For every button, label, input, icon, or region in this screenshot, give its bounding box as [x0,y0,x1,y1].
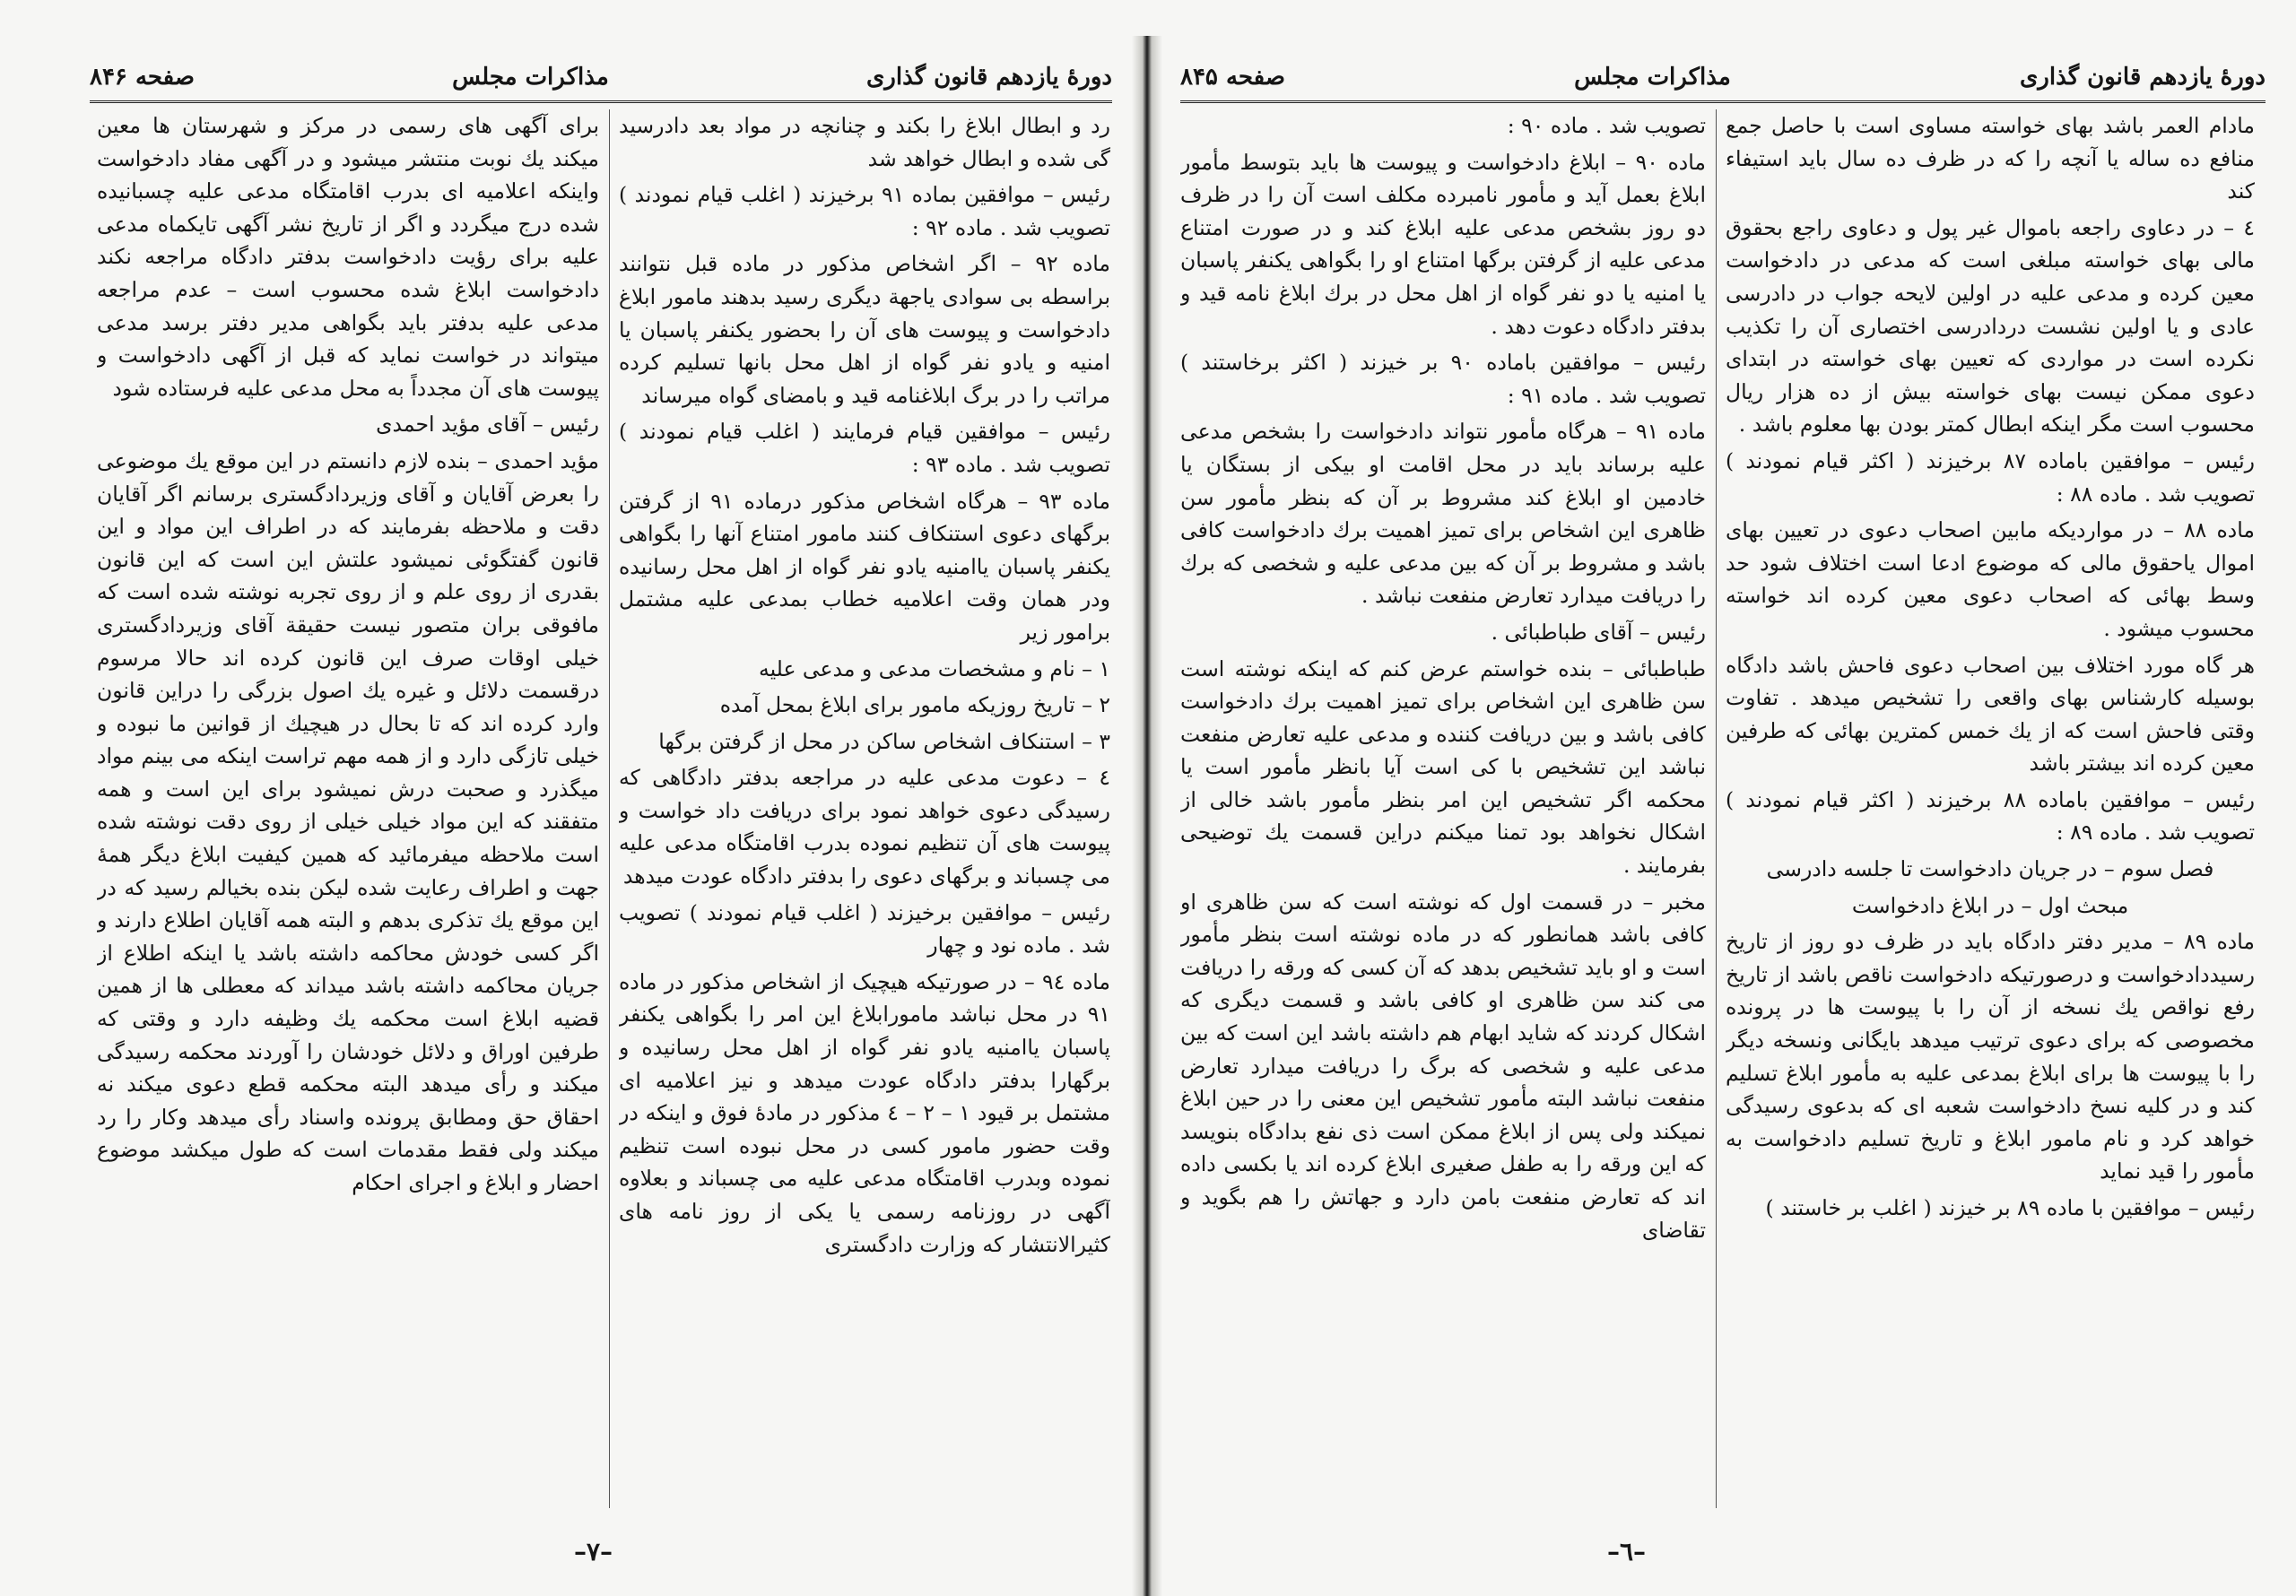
paragraph: رئیس – موافقین قیام فرمایند ( اغلب قیام نمودند ) تصویب شد . ماده ۹۳ : [619,419,1110,477]
left-page-folio: –۷– [574,1537,613,1566]
paragraph: ۳ – استنکاف اشخاص ساکن در محل از گرفتن برگها [658,728,1110,754]
paragraph: هر گاه مورد اختلاف بین اصحاب دعوی فاحش باشد دادگاه بوسیله کارشناس بهای واقعی را تشخیص میدهد . تفاوت وقتی فاحش است که از یك خمس کمترین بهائی که طرفین معین کرده اند بیشتر باشد [1726,652,2255,776]
paragraph: رئیس – موافقین برخیزند ( اغلب قیام نمودند ) تصویب شد . ماده نود و چهار [619,899,1110,958]
paragraph: ٤ – دعوت مدعی علیه در مراجعه بدفتر دادگاهی که رسیدگی دعوی خواهد نمود برای دریافت داد خواست و پیوست های آن تنظیم نموده بدرب اقامتگاه مدعی علیه می چسباند و برگهای دعوی را بدفتر دادگاه عودت میدهد [619,765,1110,889]
paragraph: ماده ۹۱ – هرگاه مأمور نتواند دادخواست را بشخص مدعی علیه برساند باید در محل اقامت او بیکی از بستگان یا خادمین او ابلاغ کند مشروط بر آن که بنظر مأمور سن ظاهری این اشخاص برای تمیز اهمیت برك دادخواست کافی باشد و مشروط بر آن که بین مدعی علیه و شخصی که برك را دریافت میدارد تعارض منفعت نباشد . [1180,419,1706,609]
left-page [0,0,1137,1596]
right-page-header [1180,54,2266,103]
paragraph: ماده ۹۰ – ابلاغ دادخواست و پیوست ها باید بتوسط مأمور ابلاغ بعمل آید و مأمور نامبرده مکلف است آن را در ظرف دو روز بشخص مدعی علیه ابلاغ کند و در صورت امتناع مدعی علیه از گرفتن برگها امتناع او را بگواهی یکنفر پاسبان یا امنیه یا دو نفر گواه از اهل محل در برك ابلاغ نامه قید و بدفتر دادگاه دعوت دهد . [1180,149,1706,339]
paragraph: ماده ۹۲ – اگر اشخاص مذکور در ماده قبل نتوانند براسطه بی سوادی یاجهة دیگری رسید بدهند مامور ابلاغ دادخواست و پیوست های آن را بحضور یکنفر پاسبان یا امنیه و یادو نفر گواه از اهل محل بانها تسلیم کرده مراتب را در برگ ابلاغنامه قید و بامضای گواه میرساند [619,251,1110,408]
paragraph: رئیس – موافقین باماده ۹۰ بر خیزند ( اکثر برخاستند ) تصویب شد . ماده ۹۱ : [1180,350,1706,408]
paragraph: رد و ابطال ابلاغ را بکند و چنانچه در مواد بعد دادرسید گی شده و ابطال خواهد شد [619,113,1110,171]
right-page-number: صفحه ۸۴۵ [1180,64,1285,91]
right-page-left-column [1180,109,1706,1508]
paragraph: ماده ۹٤ – در صورتیکه هیچیک از اشخاص مذکور در ماده ۹۱ در محل نباشد مامورابلاغ این امر را بگواهی یکنفر پاسبان یاامنیه یادو نفر گواه از اهل محل رسانیده و برگهارا بدفتر دادگاه عودت میدهد و نیز اعلامیه ای مشتمل بر قیود ۱ – ۲ – ٤ مذکور در مادۀ فوق و اینکه در وقت حضور مامور کسی در محل نبوده است تنظیم نموده وبدرب اقامتگاه مدعی علیه می چسباند و بعلاوه آگهی در روزنامه رسمی یا یکی از روز نامه های کثیرالانتشار که وزارت دادگستری [619,968,1110,1257]
paragraph: مادام العمر باشد بهای خواسته مساوی است با حاصل جمع منافع ده ساله یا آنچه را که در ظرف ده سال باید استیفاء کند [1726,113,2255,204]
paragraph: رئیس – موافقین بماده ۹۱ برخیزند ( اغلب قیام نمودند ) تصویب شد . ماده ۹۲ : [619,182,1110,240]
paragraph: رئیس – آقای طباطبائی . [1491,619,1706,645]
paragraph: مخبر – در قسمت اول که نوشته است که سن ظاهری او کافی باشد همانطور که در ماده نوشته است بنظر مأمور است و او باید تشخیص بدهد که آن کسی که ورقه را دریافت می کند سن ظاهری او کافی باشد و قسمت دیگری که اشکال کردند که شاید ابهام هم داشته باشد این است که بین مدعی علیه و شخصی که برگ را دریافت میدارد تعارض منفعت نباشد البته مأمور تشخیص این معنی را در حین ابلاغ نمیکند ولی پس از ابلاغ ممکن است ذی نفع بدادگاه بنویسد که این ورقه را به طفل صغیری ابلاغ کرده اند یا بکسی داده اند که تعارض منفعت بامن دارد و جهاتش را هم بگوید و تقاضای [1180,889,1706,1243]
paragraph: ٤ – در دعاوی راجعه باموال غیر پول و دعاوی راجع بحقوق مالی بهای خواسته مبلغی است که مدعی در دادخواست معین کرده و مدعی علیه در اولین لایحه جواب در دادرسی عادی و یا اولین نشست دردادرسی اختصاری آن را تکذیب نکرده است در مواردی که تعیین بهای خواسته در ابتدای دعوی ممکن نیست بهای خواسته بیش از ده هزار ریال محسوب است مگر اینکه ابطال کمتر بودن بها معلوم باشد . [1726,214,2255,438]
paragraph: ماده ۹۳ – هرگاه اشخاص مذکور درماده ۹۱ از گرفتن برگهای دعوی استنکاف کنند مامور امتناع آنها را بگواهی یکنفر پاسبان یاامنیه یادو نفر گواه از اهل محل رسانیده ودر همان وقت اعلامیه خطاب بمدعی علیه مشتمل برامور زیر [619,488,1110,645]
left-page-header [90,54,1112,103]
paragraph: رئیس – موافقین باماده ۸۸ برخیزند ( اکثر قیام نمودند ) تصویب شد . ماده ۸۹ : [1726,786,2255,846]
paragraph: ۱ – نام و مشخصات مدعی و مدعی علیه [758,655,1110,681]
right-page-center-title: مذاکرات مجلس [1574,64,1731,91]
paragraph: رئیس – آقای مؤید احمدی [376,412,599,438]
column-divider [609,109,610,1508]
right-page-title: دورهٔ یازدهم قانون گذاری [2019,64,2266,91]
left-page-right-column [619,109,1110,1508]
paragraph: رئیس – موافقین باماده ۸۷ برخیزند ( اکثر قیام نمودند ) تصویب شد . ماده ۸۸ : [1726,447,2255,507]
left-page-left-column [97,109,599,1508]
paragraph: ماده ۸۹ – مدیر دفتر دادگاه باید در ظرف دو روز از تاریخ رسیددادخواست و درصورتیکه دادخواست ناقص باشد از تاریخ رفع نواقص یك نسخه از آن را با پیوست ها در پرونده مخصوصی که برای دعوی ترتیب میدهد بایگانی ونسخه دیگر را با پیوست ها برای ابلاغ بمدعی علیه به مأمور ابلاغ تسلیم کند و در کلیه نسخ دادخواست شعبه ای که بدعوی رسیدگی خواهد کرد و نام مامور ابلاغ و تاریخ تسلیم دادخواست به مأمور را قید نماید [1726,929,2255,1184]
paragraph: فصل سوم – در جریان دادخواست تا جلسه دادرسی [1766,856,2214,882]
paragraph: مبحث اول – در ابلاغ دادخواست [1851,892,2129,918]
paragraph: تصویب شد . ماده ۹۰ : [1507,113,1706,138]
paragraph: برای آگهی های رسمی در مرکز و شهرستان ها معین میکند یك نوبت منتشر میشود و در آگهی مفاد دادخواست واینکه اعلامیه ای بدرب اقامتگاه مدعی علیه چسبانیده شده درج میگردد و اگر از تاریخ نشر آگهی تایکماه مدعی علیه برای رؤیت دادخواست بدفتر دادگاه مراجعه نکند دادخواست ابلاغ شده محسوب است – عدم مراجعه مدعی علیه بدفتر باید بگواهی مدیر دفتر برسد مدعی میتواند در خواست نماید که قبل از آگهی دادخواست و پیوست های آن مجدداً به محل مدعی علیه فرستاده شود [97,113,599,401]
right-page-folio: –٦– [1607,1537,1647,1566]
left-page-number: صفحه ۸۴۶ [90,64,195,91]
left-page-title: دورۀ یازدهم قانون گذاری [865,64,1112,91]
left-page-center-title: مذاکرات مجلس [452,64,609,91]
right-page [1159,0,2296,1596]
paragraph: مؤید احمدی – بنده لازم دانستم در این موقع یك موضوعی را بعرض آقایان و آقای وزیردادگستری برسانم اگر آقایان دقت و ملاحظه بفرمایند که در اطراف این مواد و این قانون گفتگوئی نمیشود علتش این است که این قانون بقدری از روی علم و از روی تجربه نوشته شده است که مافوقی بران متصور نیست حقیقة آقای وزیردادگستری خیلی اوقات صرف این قانون کرده اند حالا مرسوم درقسمت دلائل و غیره یك اصول بزرگی را دراین قانون وارد کرده اند که تا بحال در هیچیك از قوانین ما نبوده و خیلی تازگی دارد و از همه مهم تراست اینکه می بینم مواد میگذرد و صحبت درش نمیشود برای این است و همه متفقند که این مواد خیلی خیلی از روی دقت نوشته شده است ملاحظه میفرمائید که همین کیفیت ابلاغ دیگر همهٔ جهت و اطراف رعایت شده لیکن بنده بخیالم رسید که در این موقع یك تذکری بدهم و البته همه آقایان اطلاع دارند و اگر کسی خودش محاکمه داشته باشد یا اینکه اطلاع از جریان محاکمه داشته باشد میداند که معطلی ها از همین قضیه ابلاغ است محکمه یك وظیفه دارد و وقتی که طرفین اوراق و دلائل خودشان را آوردند محکمه رسیدگی میکند و رأی میدهد البته محکمه قطع دعوی میکند نه احقاق حق ومطابق پرونده واسناد رأی میدهد وکار را رد میکند ولی فقط مقدمات است که طول میکشد موضوع احضار و ابلاغ و اجرای احکام [97,447,599,1195]
column-divider [1716,109,1717,1508]
paragraph: طباطبائی – بنده خواستم عرض کنم که اینکه نوشته است سن ظاهری این اشخاص برای تمیز اهمیت برك دادخواست کافی باشد و بین دریافت کننده و مدعی علیه تعارض منفعت نباشد این تشخیص با کی است آیا بانظر مأمور است یا محکمه اگر تشخیص این امر بنظر مأمور باشد خالی از اشکال نخواهد بود تمنا میکنم دراین قسمت یك توضیحی بفرمایند . [1180,655,1706,879]
paragraph: رئیس – موافقین با ماده ۸۹ بر خیزند ( اغلب بر خاستند ) [1765,1195,2255,1220]
book-gutter [1132,36,1162,1596]
right-page-right-column [1726,109,2255,1508]
paragraph: ۲ – تاریخ روزیکه مامور برای ابلاغ بمحل آمده [719,692,1110,718]
paragraph: ماده ۸۸ – در مواردیکه مابین اصحاب دعوی در تعیین بهای اموال یاحقوق مالی که موضوع ادعا است اختلاف شود حد وسط بهائی که اصحاب دعوی معین کرده اند خواسته محسوب میشود . [1726,517,2255,641]
